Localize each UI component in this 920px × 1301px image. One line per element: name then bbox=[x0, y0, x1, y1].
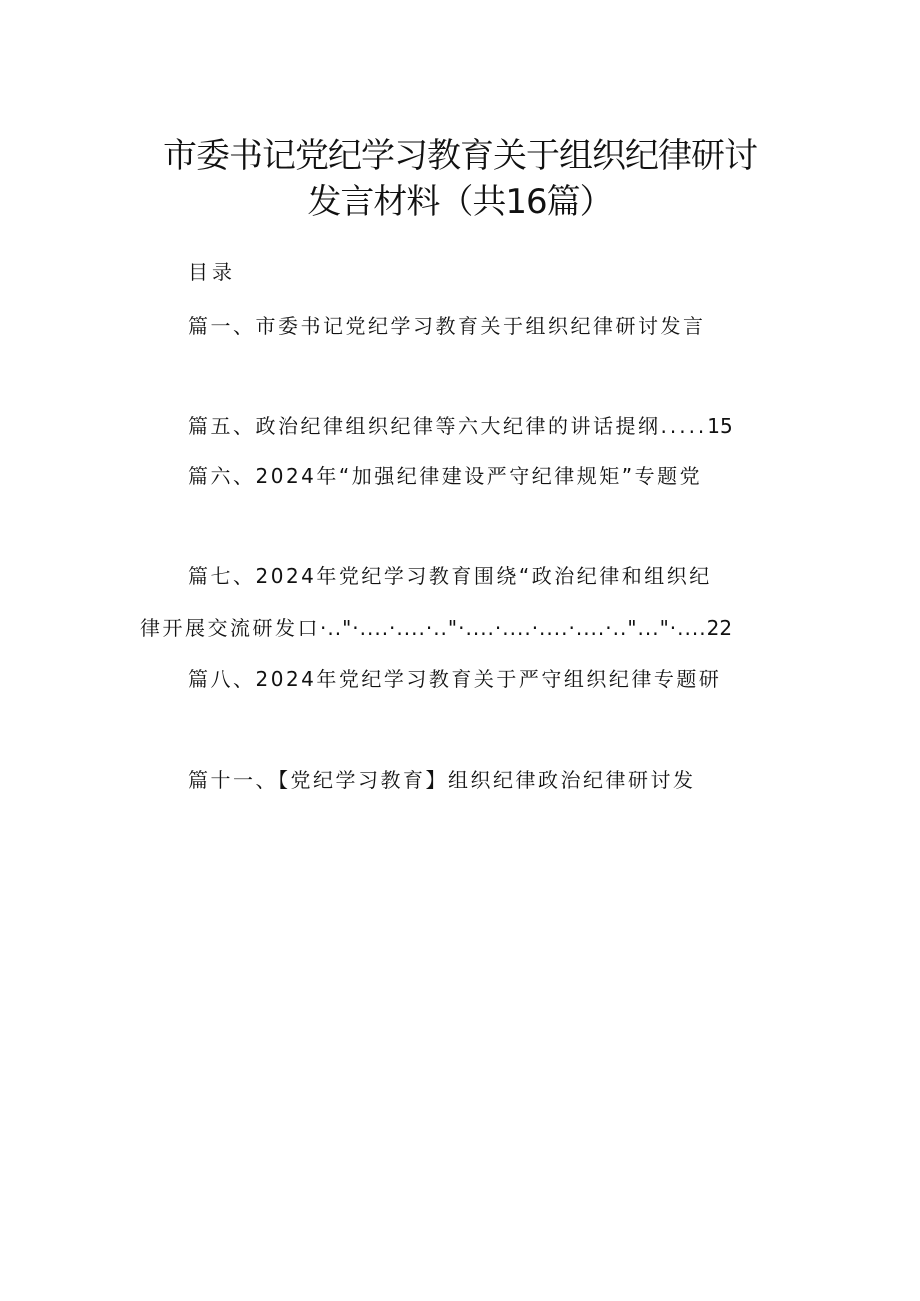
toc-entry-text: 律开展交流研发口 bbox=[140, 616, 320, 640]
toc-entry-dots: ·.."·....·....·.."·....·....·....·....·.."..."·.... bbox=[320, 616, 707, 640]
toc-entry-11[interactable] bbox=[188, 766, 696, 794]
document-title-line-1: 市委书记党纪学习教育关于组织纪律研讨 bbox=[163, 136, 757, 176]
toc-entry-1[interactable] bbox=[188, 312, 706, 340]
toc-entry-5[interactable] bbox=[188, 412, 733, 440]
toc-entry-dots: ..... bbox=[660, 414, 708, 438]
toc-entry-6[interactable] bbox=[188, 462, 702, 490]
document-title-line-2: 发言材料（共16篇） bbox=[307, 182, 613, 222]
toc-entry-text: 篇十一、【党纪学习教育】组织纪律政治纪律研讨发 bbox=[188, 768, 696, 792]
toc-entry-page: 15 bbox=[707, 414, 733, 438]
toc-entry-page: 22 bbox=[706, 616, 733, 640]
toc-entry-text: 篇八、2024年党纪学习教育关于严守组织纪律专题研 bbox=[188, 667, 722, 691]
toc-entry-text: 篇五、政治纪律组织纪律等六大纪律的讲话提纲 bbox=[188, 414, 661, 438]
toc-entry-text: 篇六、2024年“加强纪律建设严守纪律规矩”专题党 bbox=[188, 464, 703, 488]
toc-entry-7-continuation[interactable] bbox=[140, 614, 732, 642]
toc-entry-7[interactable] bbox=[188, 562, 712, 590]
toc-label: 目录 bbox=[188, 260, 236, 284]
toc-entry-text: 篇一、市委书记党纪学习教育关于组织纪律研讨发言 bbox=[188, 314, 706, 338]
toc-entry-text: 篇七、2024年党纪学习教育围绕“政治纪律和组织纪 bbox=[188, 564, 712, 588]
toc-entry-8[interactable] bbox=[188, 665, 721, 693]
